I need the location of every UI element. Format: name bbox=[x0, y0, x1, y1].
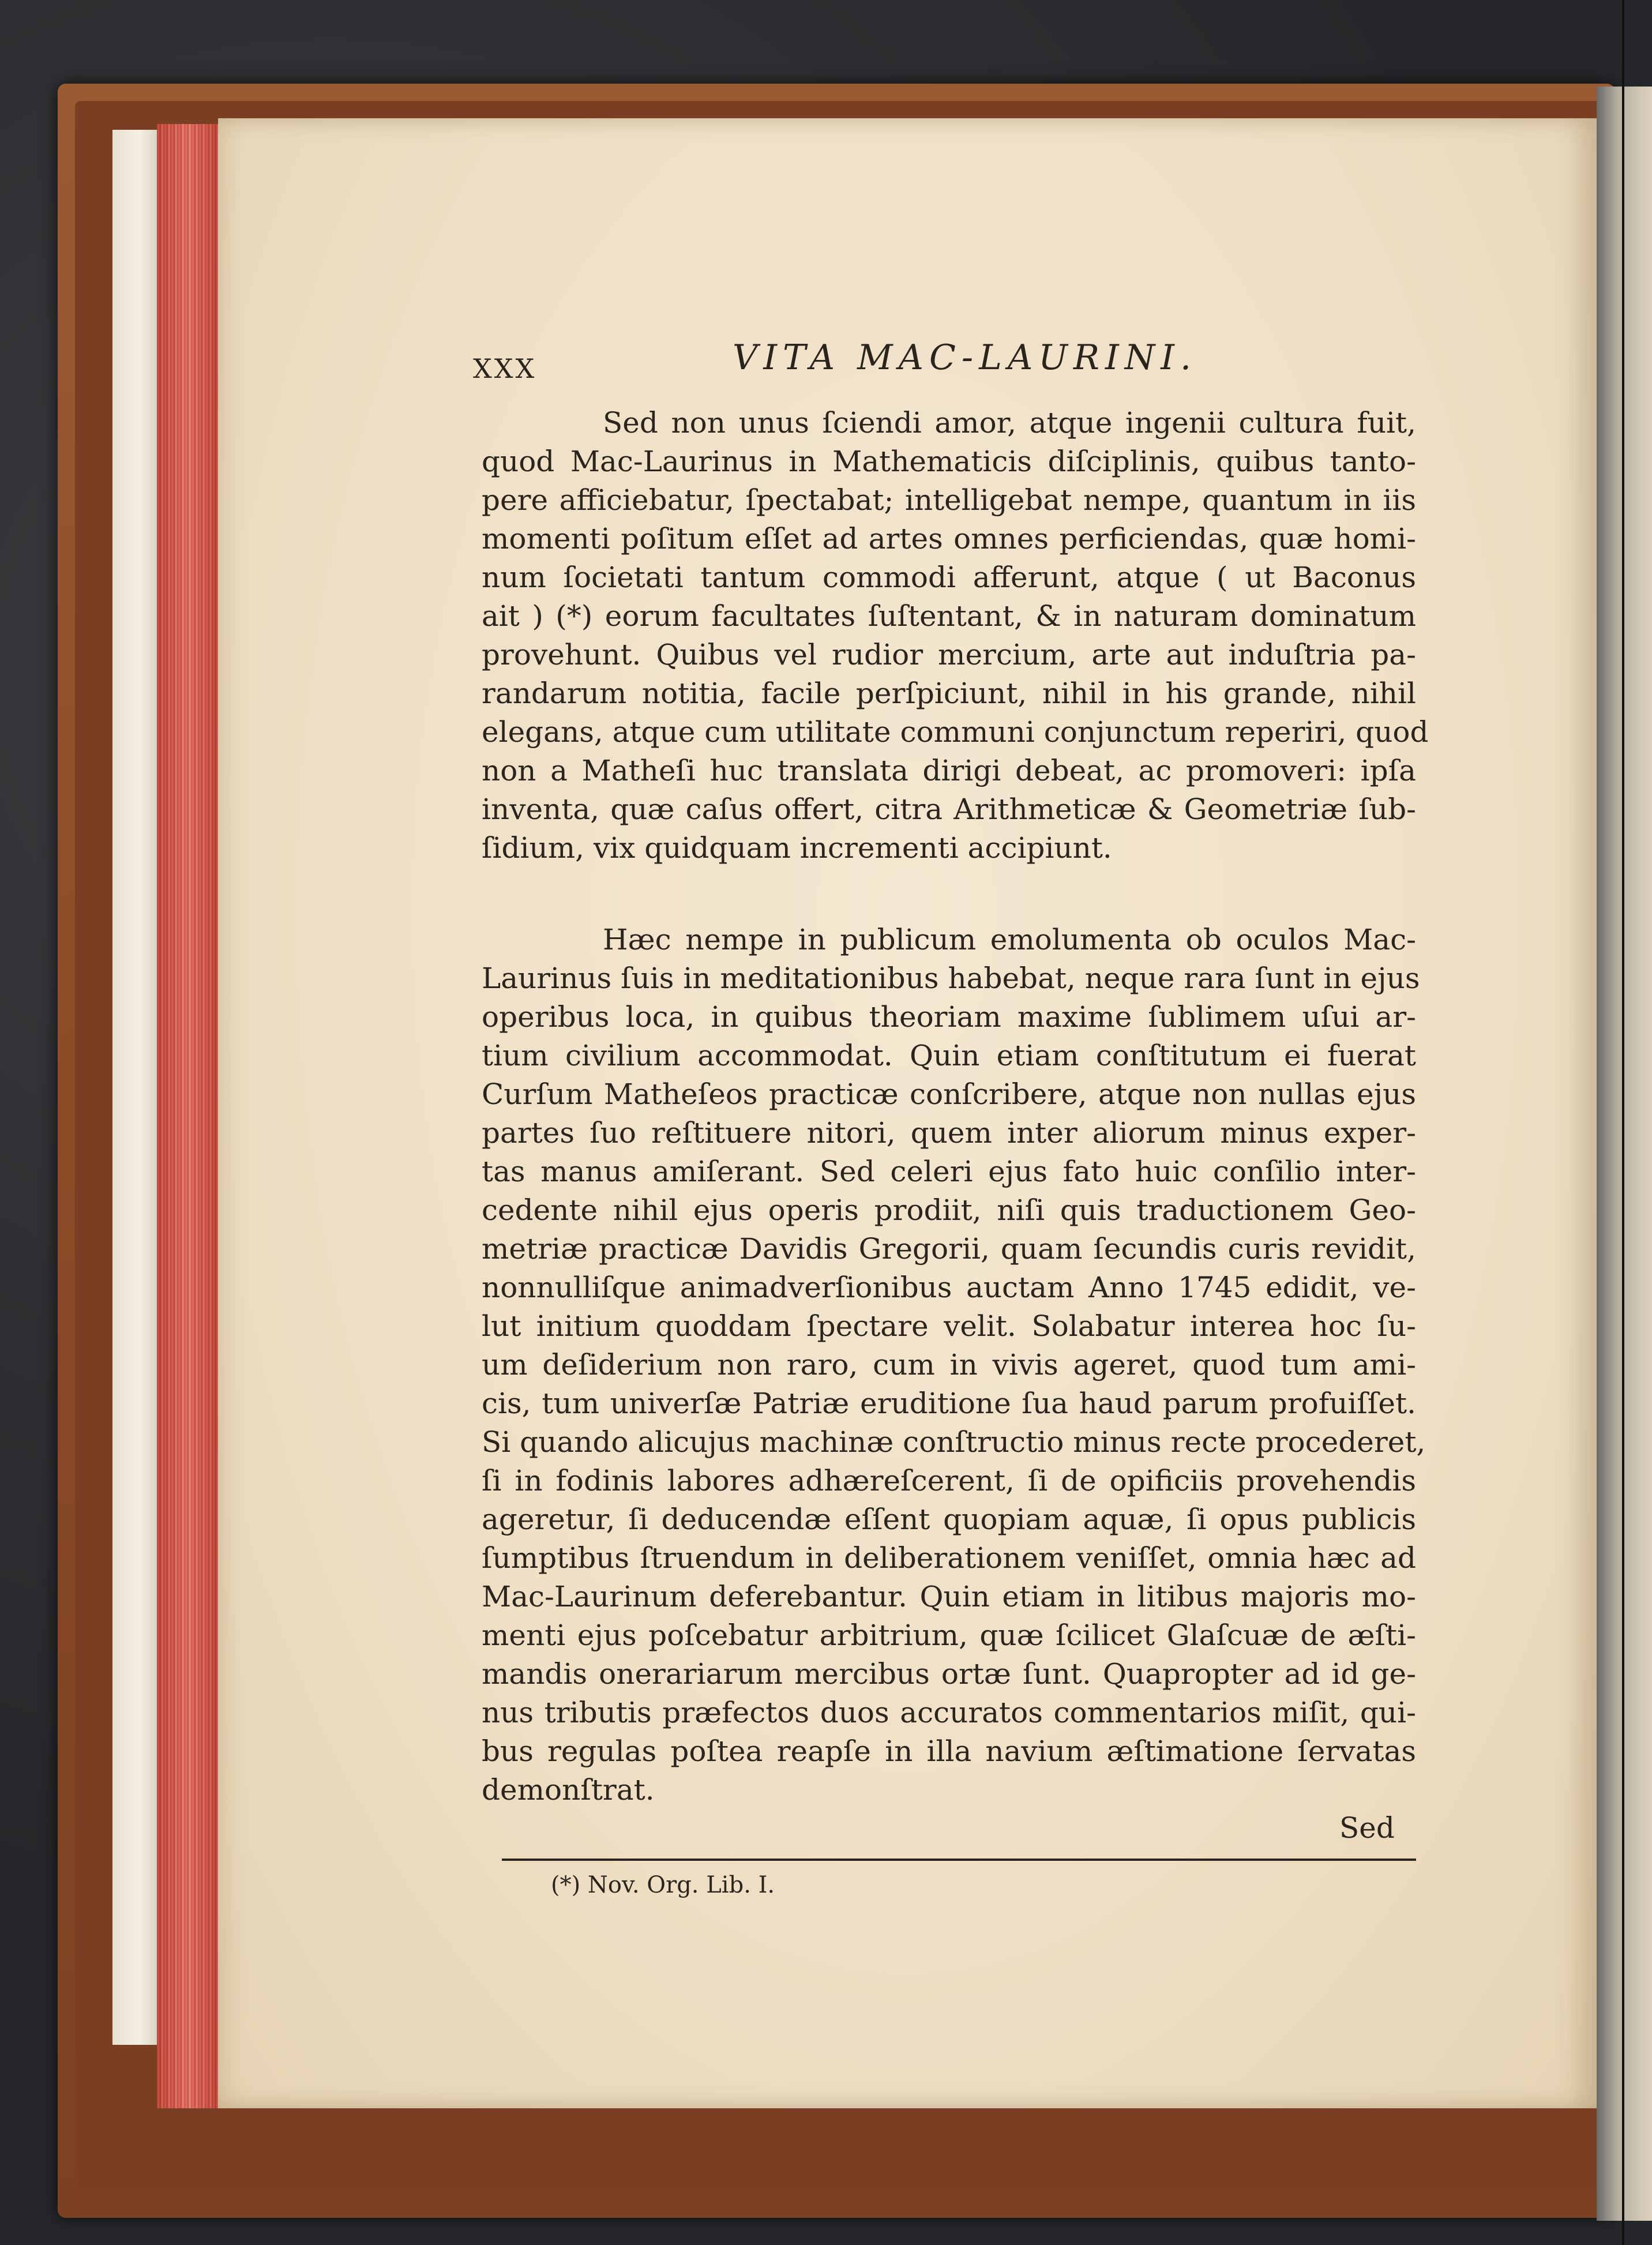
text-line: partes ſuo reſtituere nitori, quem inter aliorum minus exper- bbox=[482, 1116, 1416, 1150]
text-line: momenti poſitum eſſet ad artes omnes perficiendas, quæ homi- bbox=[482, 522, 1416, 555]
text-line: cis, tum univerſæ Patriæ eruditione ſua haud parum profuiſſet. bbox=[482, 1387, 1416, 1420]
text-line: Mac-Laurinum deferebantur. Quin etiam in litibus majoris mo- bbox=[482, 1580, 1416, 1613]
text-line: menti ejus poſcebatur arbitrium, quæ ſcilicet Glaſcuæ de æſti- bbox=[482, 1619, 1416, 1652]
text-line: ageretur, ſi deducendæ eſſent quopiam aquæ, ſi opus publicis bbox=[482, 1503, 1416, 1536]
text-line: tas manus amiſerant. Sed celeri ejus fato huic conſilio inter- bbox=[482, 1155, 1416, 1188]
text-line: inventa, quæ caſus offert, citra Arithmeticæ & Geometriæ ſub- bbox=[482, 793, 1416, 826]
text-line: num ſocietati tantum commodi afferunt, atque ( ut Baconus bbox=[482, 561, 1416, 594]
text-line: cedente nihil ejus operis prodiit, niſi quis traductionem Geo- bbox=[482, 1193, 1416, 1227]
text-line: operibus loca, in quibus theoriam maxime ſublimem uſui ar- bbox=[482, 1000, 1416, 1034]
page-edges-shade bbox=[157, 124, 220, 2108]
text-line: Hæc nempe in publicum emolumenta ob oculos Mac- bbox=[603, 923, 1416, 956]
text-line: metriæ practicæ Davidis Gregorii, quam ſecundis curis revidit, bbox=[482, 1232, 1416, 1266]
text-line: um deſiderium non raro, cum in vivis ageret, quod tum ami- bbox=[482, 1348, 1416, 1381]
text-line: Sed non unus ſciendi amor, atque ingenii cultura fuit, bbox=[603, 406, 1416, 440]
text-line: lut initium quoddam ſpectare velit. Solabatur interea hoc ſu- bbox=[482, 1309, 1416, 1343]
text-line: elegans, atque cum utilitate communi conjunctum reperiri, quod bbox=[482, 715, 1429, 749]
text-line: non a Matheſi huc translata dirigi debeat, ac promoveri: ipſa bbox=[482, 754, 1416, 787]
text-line: pere afficiebatur, ſpectabat; intelligebat nempe, quantum in iis bbox=[482, 483, 1416, 517]
text-line: ſidium, vix quidquam incrementi accipiunt. bbox=[482, 831, 1112, 865]
footnote: (*) Nov. Org. Lib. I. bbox=[551, 1872, 775, 1898]
text-line: provehunt. Quibus vel rudior mercium, arte aut induſtria pa- bbox=[482, 638, 1416, 671]
text-line: nonnulliſque animadverſionibus auctam Anno 1745 edidit, ve- bbox=[482, 1271, 1416, 1304]
text-line: quod Mac-Laurinus in Mathematicis diſciplinis, quibus tanto- bbox=[482, 445, 1416, 478]
text-line: mandis onerariarum mercibus ortæ ſunt. Quapropter ad id ge- bbox=[482, 1657, 1416, 1691]
text-line: randarum notitia, facile perſpiciunt, nihil in his grande, nihil bbox=[482, 677, 1416, 710]
text-line: Curſum Matheſeos practicæ conſcribere, atque non nullas ejus bbox=[482, 1078, 1416, 1111]
text-line: ait ) (*) eorum facultates ſuſtentant, & in naturam dominatum bbox=[482, 599, 1416, 633]
text-line: Si quando alicujus machinæ conſtructio minus recte procederet, bbox=[482, 1425, 1426, 1459]
text-line: tium civilium accommodat. Quin etiam conſtitutum ei fuerat bbox=[482, 1039, 1416, 1072]
text-line: ſumptibus ſtruendum in deliberationem veniſſet, omnia hæc ad bbox=[482, 1541, 1416, 1575]
text-line: bus regulas poſtea reapſe in illa navium æſtimatione ſervatas bbox=[482, 1735, 1416, 1768]
text-line: ſi in fodinis labores adhæreſcerent, ſi de opificiis provehendis bbox=[482, 1464, 1416, 1497]
catchword: Sed bbox=[1339, 1811, 1395, 1845]
running-title: VITA MAC-LAURINI. bbox=[733, 337, 1197, 378]
facing-page-edge bbox=[1597, 87, 1652, 2221]
footnote-rule bbox=[502, 1859, 1416, 1861]
text-line: nus tributis præfectos duos accuratos commentarios miſit, qui- bbox=[482, 1696, 1416, 1729]
paragraph-2 bbox=[482, 921, 1426, 1809]
text-line: Laurinus ſuis in meditationibus habebat, neque rara ſunt in ejus bbox=[482, 962, 1420, 995]
flyleaf-edge bbox=[112, 130, 159, 2045]
page-number: XXX bbox=[473, 353, 537, 384]
gutter-line bbox=[1622, 0, 1624, 2245]
paragraph-1 bbox=[482, 404, 1429, 868]
text-line: demonſtrat. bbox=[482, 1773, 655, 1807]
